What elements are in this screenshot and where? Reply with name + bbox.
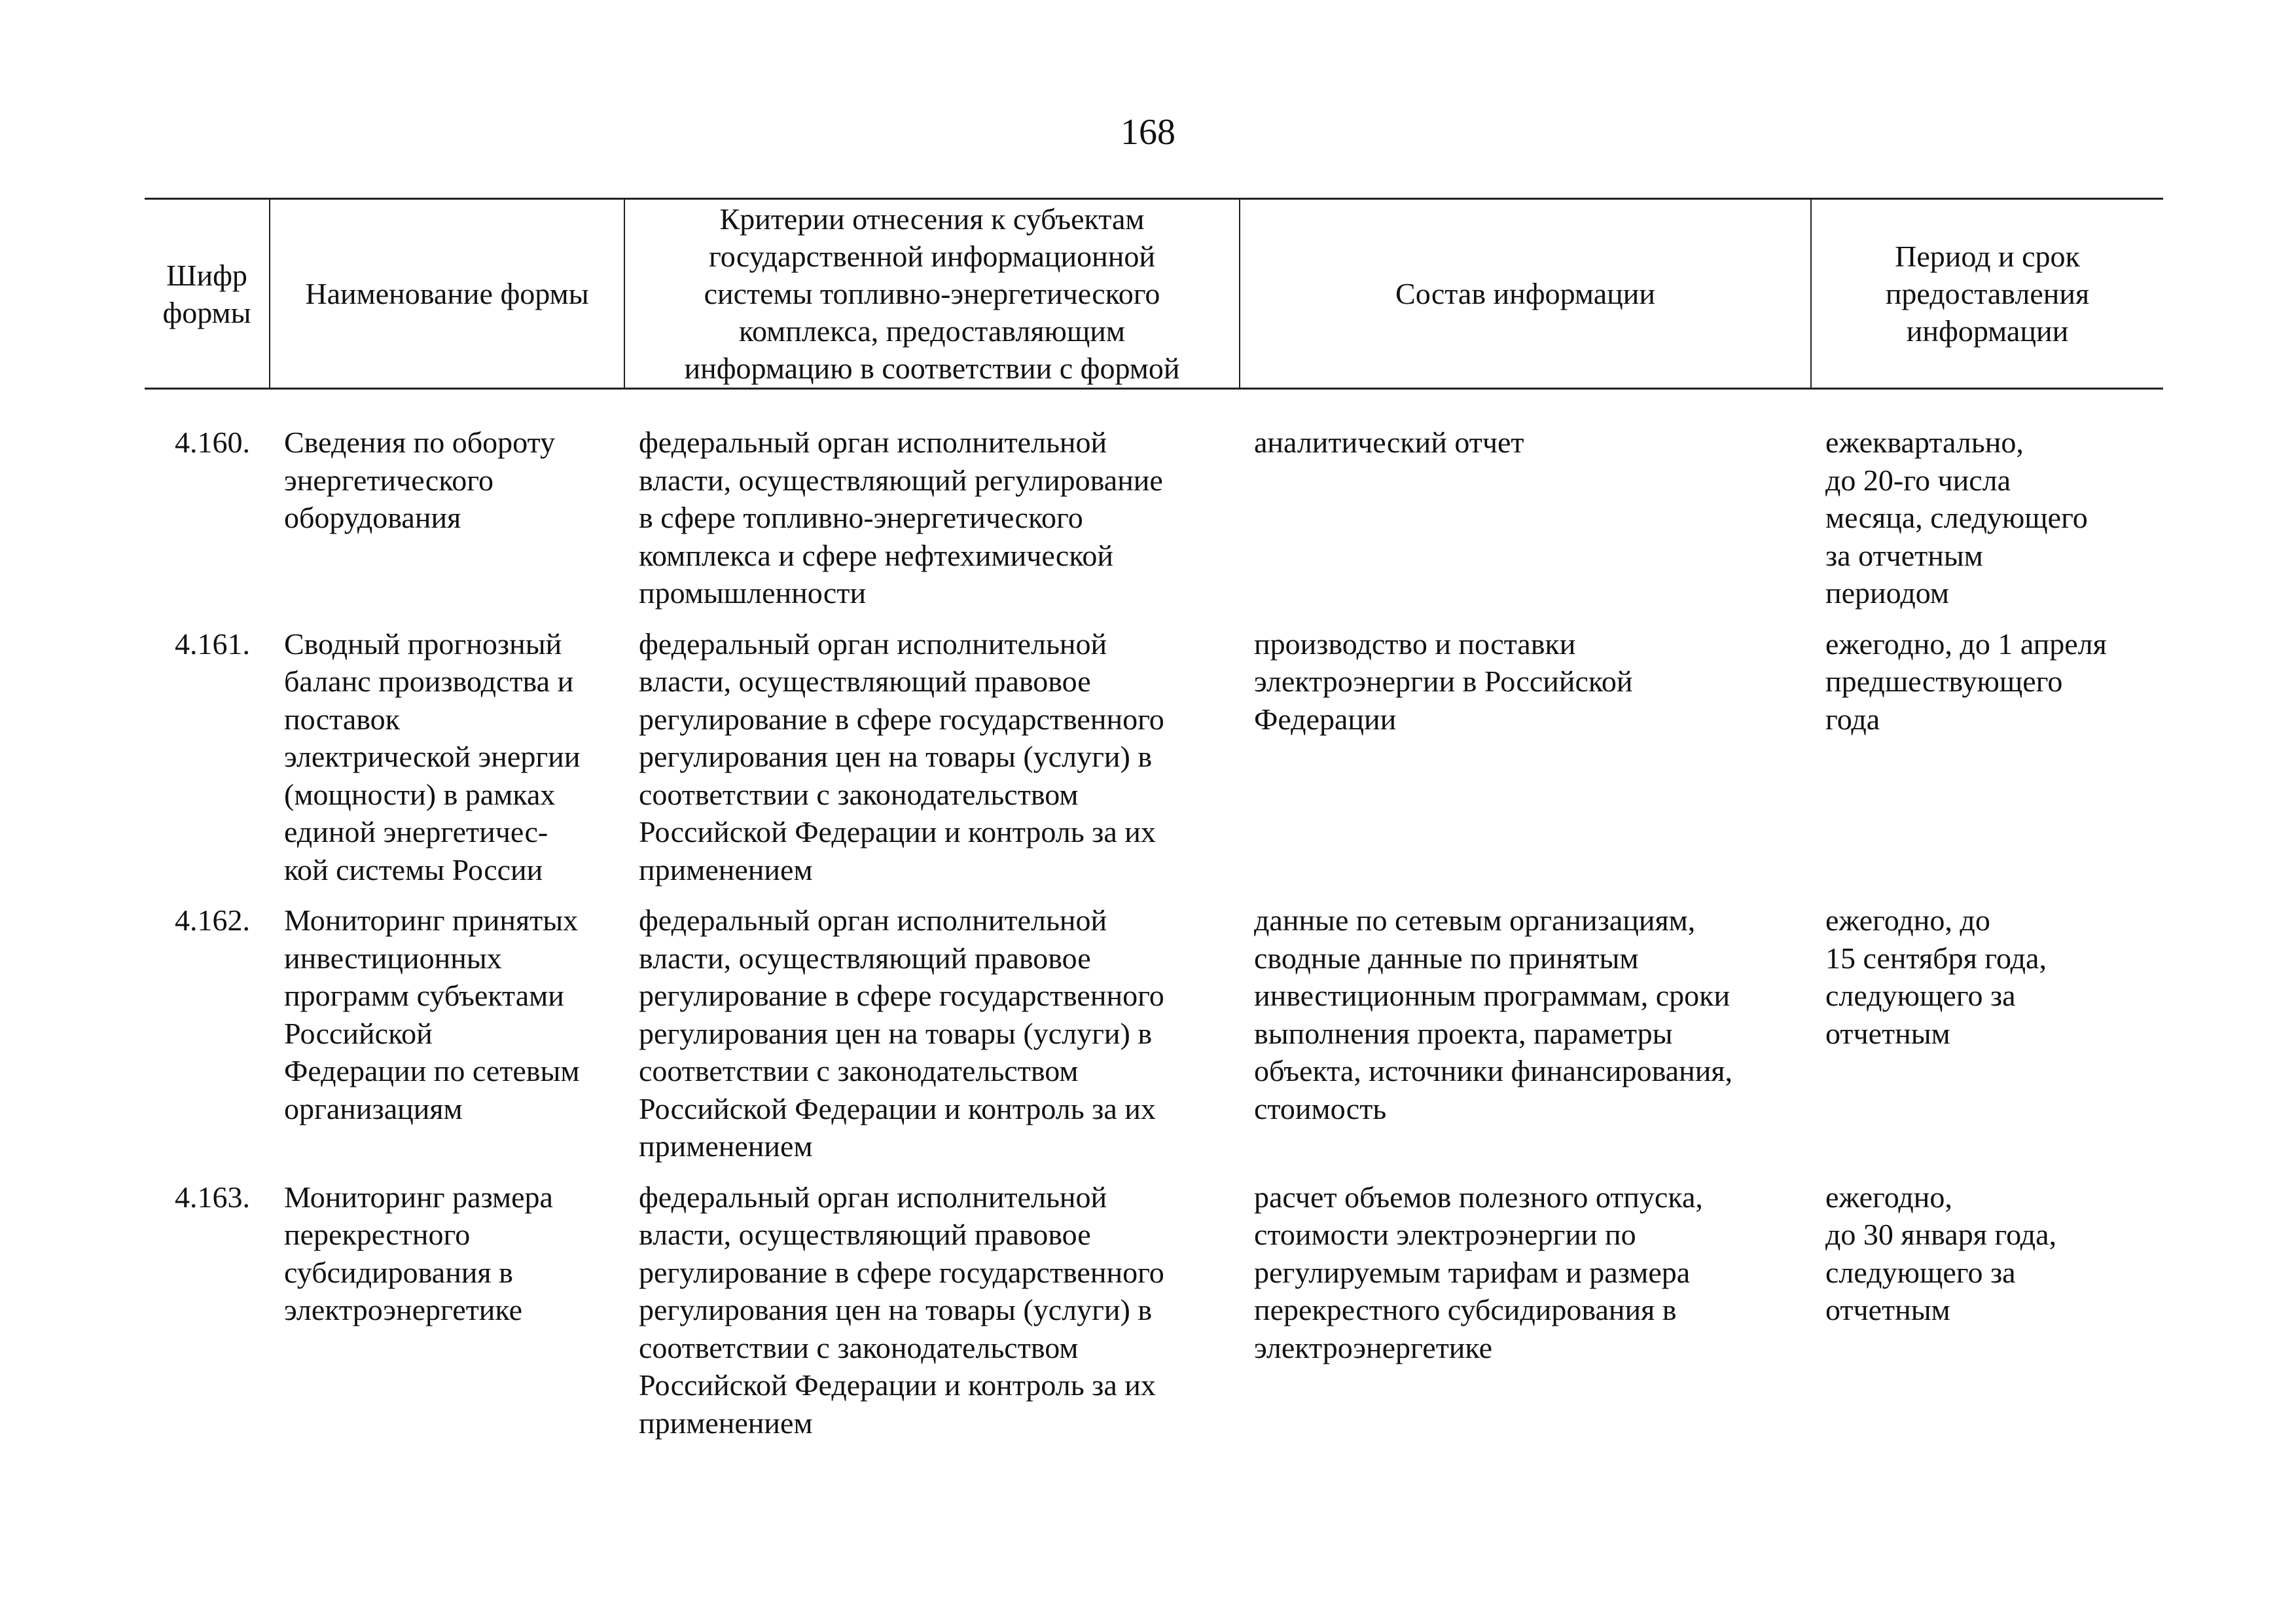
page-number: 168 (1121, 112, 1175, 153)
row-period: ежеквартально, до 20-го числа месяца, следующего за отчетным периодом (1825, 426, 2088, 610)
forms-table (145, 198, 2163, 1455)
header-period (1811, 199, 2163, 389)
header-criteria (624, 199, 1240, 389)
row-criteria: федеральный орган исполнительной власти, осуществляющий правовое регулирование в сфере государственного регулирования цен на товары (услуги) в соответствии с законодательством Российской Федерации и контроль за их применением (639, 1180, 1164, 1440)
table-row (145, 1178, 2163, 1455)
row-info: аналитический отчет (1254, 426, 1524, 459)
row-period: ежегодно, до 30 января года, следующего за отчетным (1825, 1180, 2057, 1326)
row-info: данные по сетевым организациям, сводные данные по принятым инвестиционным программам, сроки выполнения проекта, параметры объекта, источники финансирования, стоимость (1254, 903, 1732, 1125)
row-code: 4.162. (175, 903, 250, 937)
table-row (145, 424, 2163, 625)
row-info: расчет объемов полезного отпуска, стоимости электроэнергии по регулируемым тарифам и размера перекрестного субсидирования в электроэнергетике (1254, 1180, 1703, 1364)
row-period: ежегодно, до 1 апреля предшествующего года (1825, 627, 2107, 736)
table-row (145, 902, 2163, 1178)
header-row (145, 199, 2163, 389)
table-body (145, 389, 2163, 1455)
row-code: 4.163. (175, 1180, 250, 1214)
row-criteria: федеральный орган исполнительной власти, осуществляющий правовое регулирование в сфере государственного регулирования цен на товары (услуги) в соответствии с законодательством Российской Федерации и контроль за их применением (639, 627, 1164, 886)
header-code-label: Шифр формы (162, 258, 251, 329)
row-info: производство и поставки электроэнергии в Российской Федерации (1254, 627, 1633, 736)
row-criteria: федеральный орган исполнительной власти, осуществляющий правовое регулирование в сфере государственного регулирования цен на товары (услуги) в соответствии с законодательством Российской Федерации и контроль за их применением (639, 903, 1164, 1163)
body-spacer (145, 389, 2163, 424)
header-code (145, 199, 270, 389)
row-criteria: федеральный орган исполнительной власти, осуществляющий регулирование в сфере топливно-энергетического комплекса и сфере нефтехимической промышленности (639, 426, 1163, 610)
row-name: Сводный прогнозный баланс производства и поставок электрической энергии (мощности) в рамках единой энергетичес- кой системы России (284, 627, 581, 886)
row-code: 4.160. (175, 426, 250, 459)
header-period-label: Период и срок предоставления информации (1885, 240, 2090, 348)
spacer-cell (145, 389, 2163, 424)
row-period: ежегодно, до 15 сентября года, следующего за отчетным (1825, 903, 2047, 1050)
header-name-label: Наименование формы (305, 277, 589, 310)
header-name (270, 199, 624, 389)
table-row (145, 625, 2163, 902)
row-name: Мониторинг размера перекрестного субсидирования в электроэнергетике (284, 1180, 553, 1326)
header-criteria-label: Критерии отнесения к субъектам государственной информационной системы топливно-энергетического комплекса, предоставляющим информацию в соответствии с формой (684, 202, 1180, 385)
header-info-label: Состав информации (1395, 277, 1655, 310)
row-name: Сведения по обороту энергетического оборудования (284, 426, 556, 534)
row-code: 4.161. (175, 627, 250, 661)
table-header (145, 199, 2163, 389)
header-info (1240, 199, 1811, 389)
row-name: Мониторинг принятых инвестиционных программ субъектами Российской Федерации по сетевым организациям (284, 903, 580, 1125)
